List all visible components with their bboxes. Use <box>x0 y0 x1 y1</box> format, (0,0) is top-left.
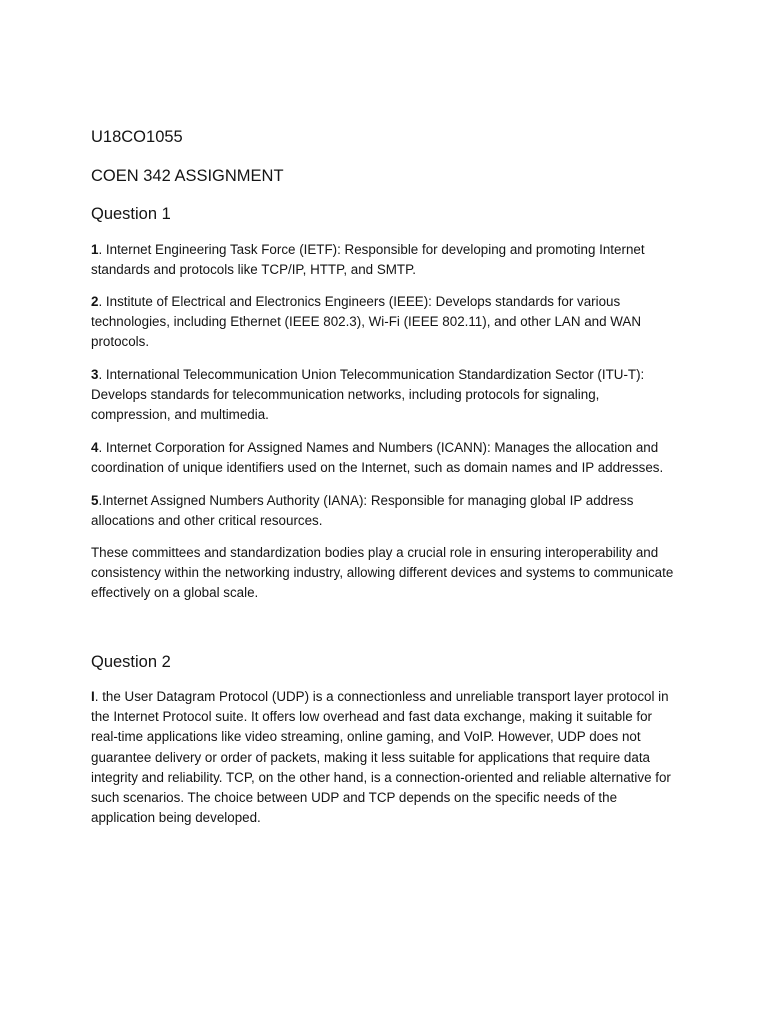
item-number: I <box>91 689 95 704</box>
item-separator: . <box>98 294 103 309</box>
item-number: 1 <box>91 242 99 257</box>
question-1-item-4 <box>91 438 681 478</box>
item-separator: . <box>98 242 103 257</box>
question-2-item-1 <box>91 687 681 828</box>
question-1-item-3 <box>91 365 681 426</box>
item-text: Institute of Electrical and Electronics Engineers (IEEE): Develops standards for various technologies, including Ethernet (IEEE 802.3), Wi-Fi (IEEE 802.11), and other LAN and WAN protocols. <box>91 294 642 350</box>
student-id: U18CO1055 <box>91 128 183 146</box>
item-number: 3 <box>91 367 99 382</box>
item-text: Internet Assigned Numbers Authority (IANA): Responsible for managing global IP address allocations and other critical resources. <box>91 493 634 529</box>
item-text: Internet Engineering Task Force (IETF): Responsible for developing and promoting Internet standards and protocols like TCP/IP, HTTP, and SMTP. <box>91 242 645 278</box>
document-title: COEN 342 ASSIGNMENT <box>91 167 284 185</box>
item-number: 4 <box>91 440 99 455</box>
question-2-heading: Question 2 <box>91 653 171 671</box>
item-separator: . <box>98 493 103 508</box>
item-text: Internet Corporation for Assigned Names and Numbers (ICANN): Manages the allocation and coordination of unique identifiers used on the Internet, such as domain names and IP addresses. <box>91 440 664 476</box>
item-separator: . <box>98 440 103 455</box>
item-separator: . <box>94 689 99 704</box>
question-1-heading: Question 1 <box>91 205 171 223</box>
item-separator: . <box>98 367 103 382</box>
question-1-item-1 <box>91 240 681 280</box>
question-1-summary: These committees and standardization bodies play a crucial role in ensuring interoperability and consistency within the networking industry, allowing different devices and systems to communicate effectively on a global scale. <box>91 545 674 601</box>
item-text: the User Datagram Protocol (UDP) is a connectionless and unreliable transport layer protocol in the Internet Protocol suite. It offers low overhead and fast data exchange, making it suitable for real-time applications like video streaming, online gaming, and VoIP. However, UDP does not guarantee delivery or order of packets, making it less suitable for applications that require data integrity and reliability. TCP, on the other hand, is a connection-oriented and reliable alternative for such scenarios. The choice between UDP and TCP depends on the specific needs of the application being developed. <box>91 689 671 826</box>
question-1-item-2 <box>91 292 681 353</box>
question-1-item-5 <box>91 491 681 531</box>
item-number: 2 <box>91 294 99 309</box>
item-number: 5 <box>91 493 99 508</box>
item-text: International Telecommunication Union Telecommunication Standardization Sector (ITU-T): Develops standards for telecommunication networks, including protocols for signaling, compression, and multimedia. <box>91 367 645 423</box>
